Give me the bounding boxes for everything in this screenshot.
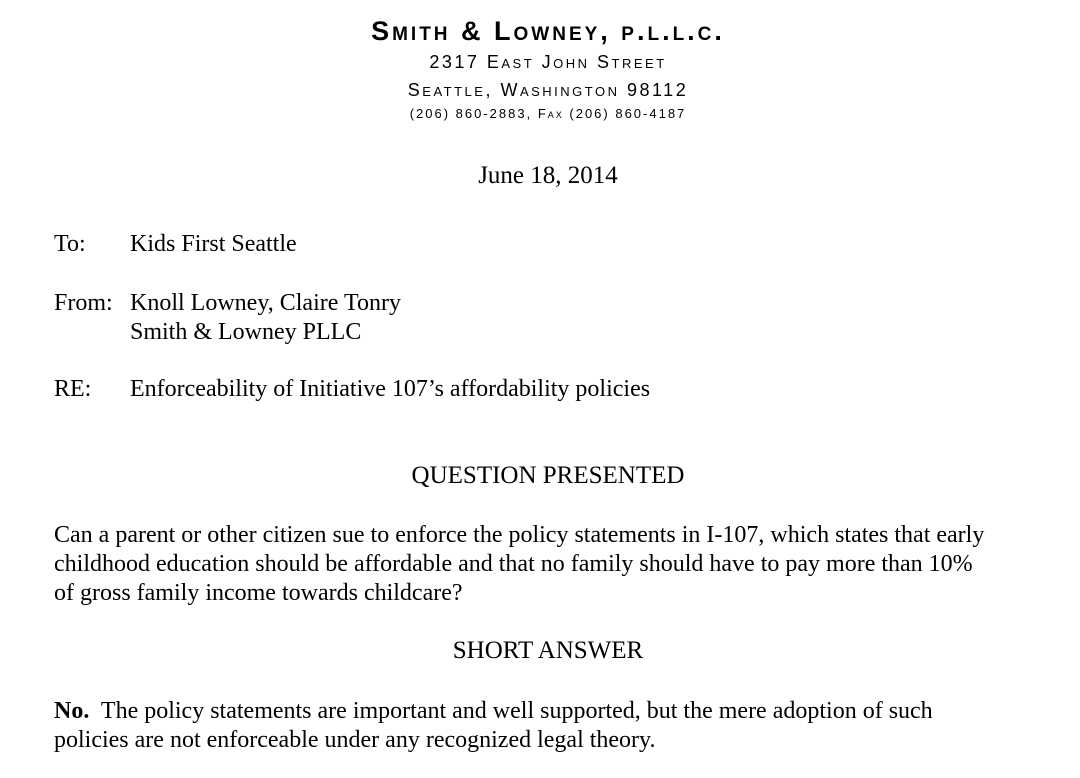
re-label: RE: <box>54 376 92 402</box>
from-authors: Knoll Lowney, Claire Tonry <box>130 290 401 316</box>
firm-city-state-zip: Seattle, Washington 98112 <box>407 80 689 100</box>
answer-line: policies are not enforceable under any recognized legal theory. <box>54 727 656 753</box>
from-firm: Smith & Lowney PLLC <box>130 319 362 345</box>
firm-phone-fax: (206) 860-2883, Fax (206) 860-4187 <box>409 106 687 121</box>
short-answer-heading: SHORT ANSWER <box>452 637 644 664</box>
firm-name: Smith & Lowney, p.l.l.c. <box>371 16 725 46</box>
letterhead <box>0 14 1080 124</box>
question-paragraph <box>54 521 1054 608</box>
firm-street-address: 2317 East John Street <box>429 52 667 72</box>
question-line: of gross family income towards childcare? <box>54 580 463 606</box>
from-label: From: <box>54 290 113 316</box>
memo-date: June 18, 2014 <box>478 162 618 189</box>
re-value: Enforceability of Initiative 107’s affordability policies <box>130 376 651 402</box>
question-presented-heading: QUESTION PRESENTED <box>411 462 685 489</box>
question-line: Can a parent or other citizen sue to enforce the policy statements in I-107, which states that early <box>54 522 985 548</box>
answer-line <box>54 697 1054 726</box>
question-line: childhood education should be affordable and that no family should have to pay more than 10% <box>54 551 973 577</box>
answer-text: The policy statements are important and well supported, but the mere adoption of such <box>89 698 933 724</box>
to-label: To: <box>54 231 86 257</box>
to-value: Kids First Seattle <box>130 231 297 257</box>
answer-lead: No. <box>54 698 90 724</box>
answer-paragraph <box>54 697 1054 755</box>
